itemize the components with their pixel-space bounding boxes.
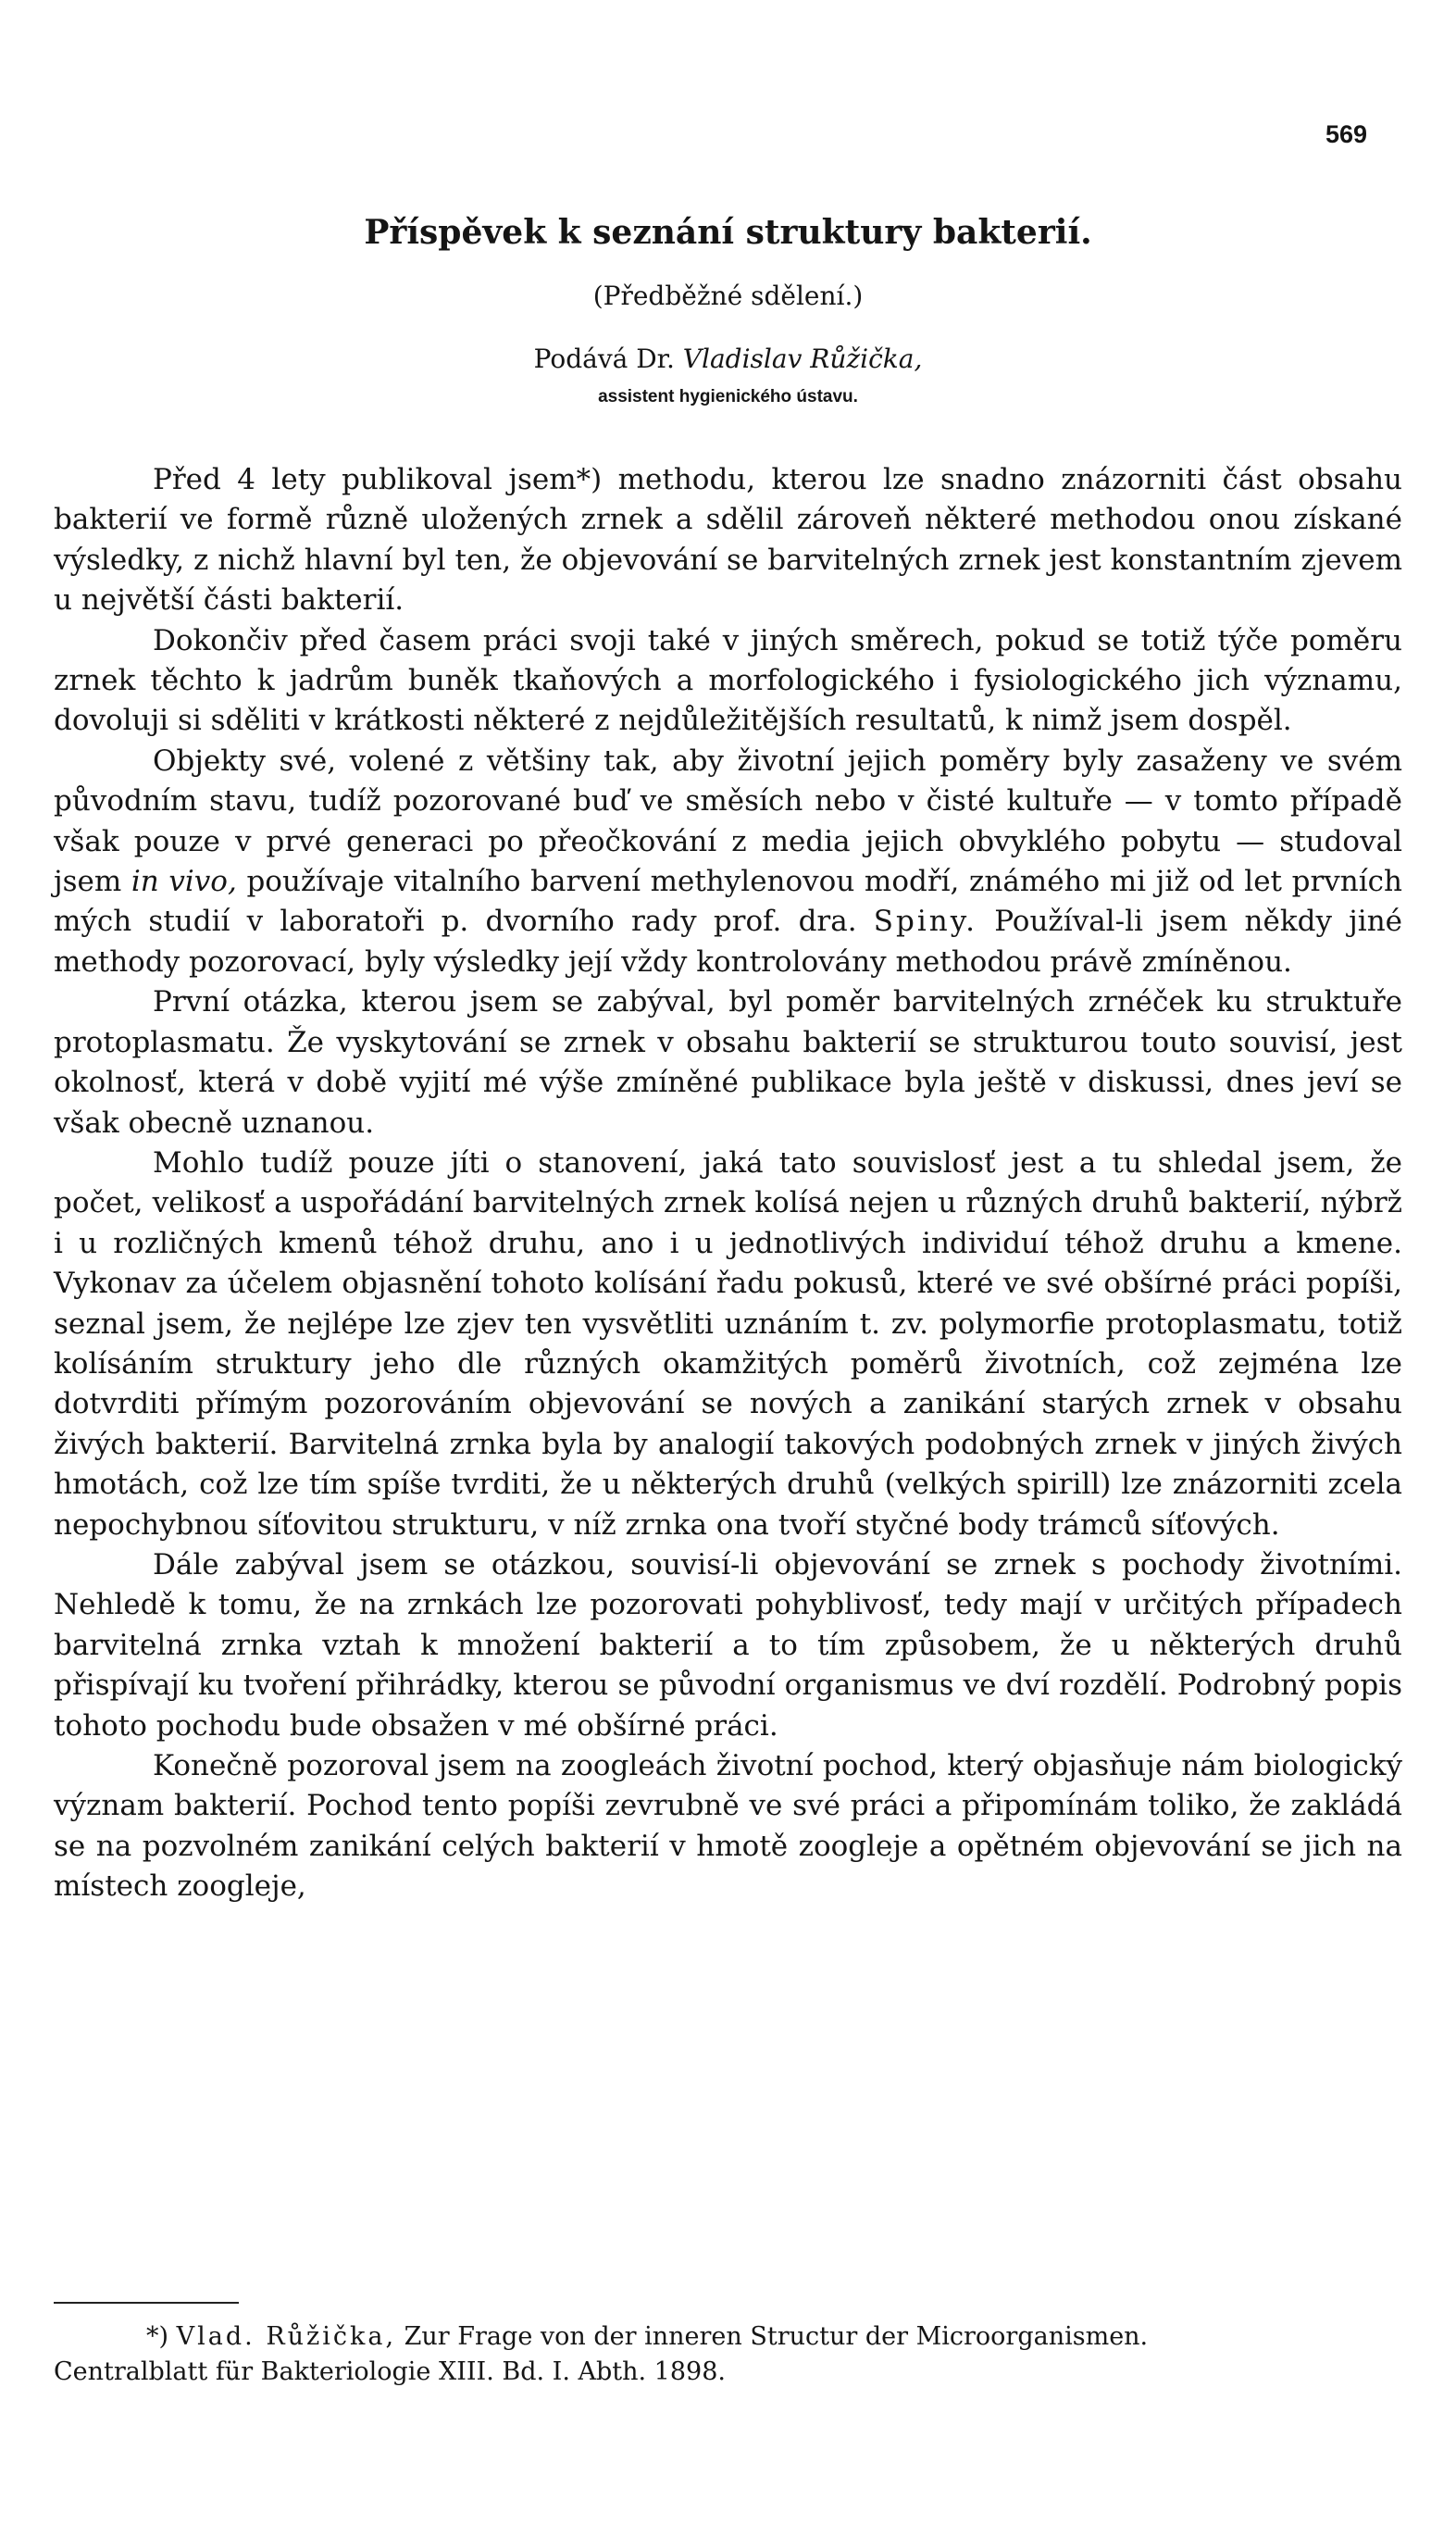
paragraph-6: Dále zabýval jsem se otázkou, souvisí-li objevování se zrnek s pochody životními. Nehledě k tomu, že na zrnkách lze pozorovati pohyblivosť, tedy mají v určitých případech barvitelná zrnka vztah k množení bakterií a to tím způsobem, že u některých druhů přispívají ku tvoření přihrádky, kterou se původní organismus ve dví rozdělí. Podrobný popis tohoto pochodu bude obsažen v mé obšírné práci. [54, 1547, 1402, 1743]
footnote-citation-title: Zur Frage von der inneren Structur der Microorganismen. [404, 2322, 1149, 2351]
byline-prefix: Podává Dr. [533, 344, 675, 374]
in-vivo-term: in vivo, [131, 865, 237, 899]
paragraph-3-middle: používaje vitalního barvení methylenovou modří, známého mi již od let prvních mých studií v laboratoři p. dvorního rady prof. dra. [54, 865, 1402, 939]
paragraph-7: Konečně pozoroval jsem na zoogleách životní pochod, který objasňuje nám biologický význam bakterií. Pochod tento popíši zevrubně ve své práci a připomínám toliko, že zakládá se na pozvolném zanikání celých bakterií v hmotě zoogleje a opětném objevování se jich na místech zoogleje, [54, 1749, 1402, 1904]
footnote [54, 2319, 1402, 2390]
article-subtitle: (Předběžné sdělení.) [592, 281, 864, 311]
byline [0, 344, 1456, 374]
spina-name: Spiny. [873, 905, 977, 939]
paragraph-4: První otázka, kterou jsem se zabýval, byl poměr barvitelných zrnéček ku struktuře protoplasmatu. Že vyskytování se zrnek v obsahu bakterií se strukturou touto souvisí, jest okolnosť, která v době vyjití mé výše zmíněné publikace byla ještě v diskussi, dnes jeví se však obecně uznanou. [54, 985, 1402, 1140]
page-number: 569 [1325, 120, 1367, 148]
paragraph-1: Před 4 lety publikoval jsem*) methodu, kterou lze snadno znázorniti část obsahu bakterií ve formě různě uložených zrnek a sdělil zároveň některé methodou onou získané výsledky, z nichž hlavní byl ten, že objevování se barvitelných zrnek jest konstantním zjevem u největší části bakterií. [54, 463, 1402, 618]
paragraph-3 [54, 742, 1402, 982]
paragraph-3-before: Objekty své, volené z většiny tak, aby životní jejich poměry byly zasaženy ve svém původním stavu, tudíž pozorované buď ve směsích nebo v čisté kultuře — v tomto případě však pouze v prvé generaci po přeočkování z media jejich obvyklého pobytu — studoval jsem [54, 744, 1402, 899]
article-body [54, 460, 1402, 1907]
footnote-marker: *) [146, 2322, 169, 2351]
paragraph-2: Dokončiv před časem práci svoji také v jiných směrech, pokud se totiž týče poměru zrnek těchto k jadrům buněk tkaňových a morfologického i fysiologického jich významu, dovoluji si sděliti v krátkosti některé z nejdůležitějších resultatů, k nimž jsem dospěl. [54, 623, 1402, 738]
footnote-divider [54, 2302, 239, 2304]
article-title: Příspěvek k seznání struktury bakterií. [364, 213, 1092, 252]
footnote-line-2: Centralblatt für Bakteriologie XIII. Bd. I. Abth. 1898. [54, 2357, 726, 2386]
paragraph-3-after: Používal-li jsem někdy jiné methody pozorovací, byly výsledky její vždy kontrolovány methodou právě zmíněnou. [54, 905, 1403, 979]
author-affiliation: assistent hygienického ústavu. [598, 387, 858, 406]
footnote-line-1 [54, 2319, 1402, 2355]
author-name: Vladislav Růžička, [682, 344, 923, 374]
footnote-author: Vlad. Růžička, [176, 2322, 397, 2351]
paragraph-5: Mohlo tudíž pouze jíti o stanovení, jaká tato souvislosť jest a tu shledal jsem, že počet, velikosť a uspořádání barvitelných zrnek kolísá nejen u různých druhů bakterií, nýbrž i u rozličných kmenů téhož druhu, ano i u jednotlivých individuí téhož druhu a kmene. Vykonav za účelem objasnění tohoto kolísání řadu pokusů, které ve své obšírné práci popíši, seznal jsem, že nejlépe lze zjev ten vysvětliti uznáním t. zv. polymorfie protoplasmatu, totiž kolísáním struktury jeho dle různých okamžitých poměrů životních, což zejména lze dotvrditi přímým pozorováním objevování se nových a zanikání starých zrnek v obsahu živých bakterií. Barvitelná zrnka byla by analogií takových podobných zrnek v jiných živých hmotách, což lze tím spíše tvrditi, že u některých druhů (velkých spirill) lze znázorniti zcela nepochybnou síťovitou strukturu, v níž zrnka ona tvoří styčné body trámců síťových. [54, 1145, 1402, 1542]
